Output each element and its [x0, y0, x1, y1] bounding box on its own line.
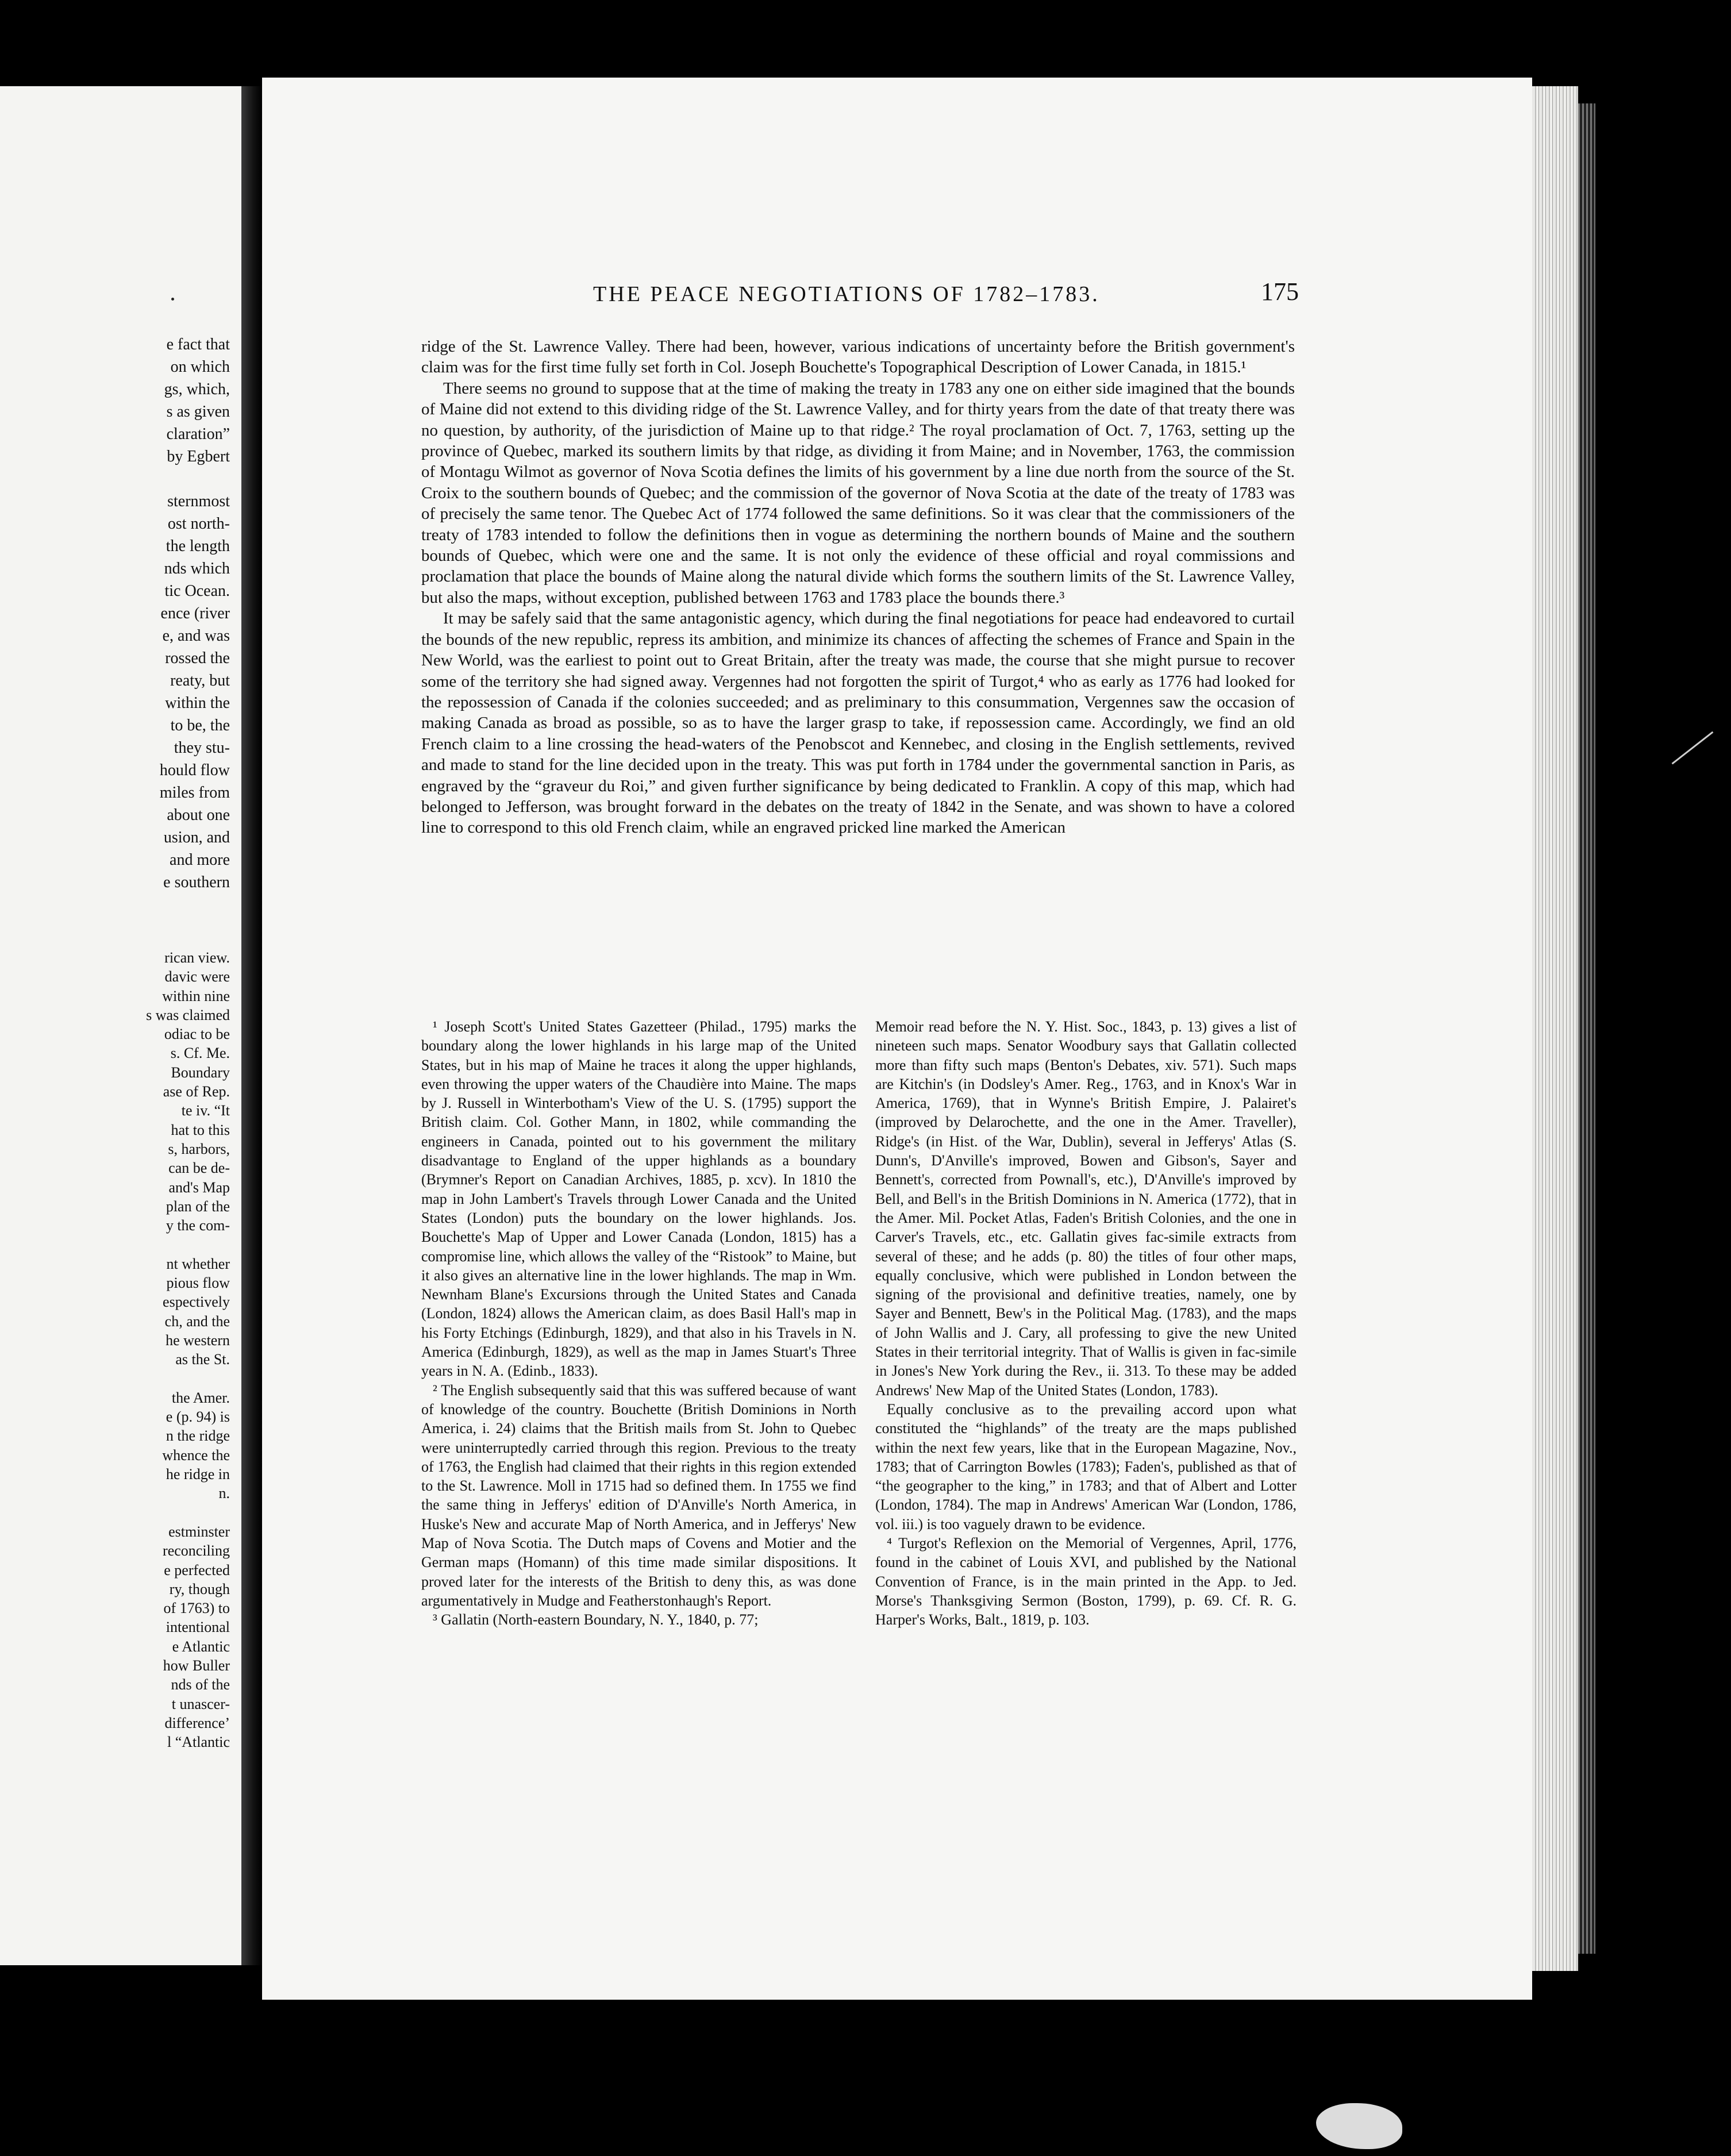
left-page-line: e Atlantic — [172, 1638, 230, 1655]
left-page-line: as the St. — [175, 1351, 230, 1368]
footnotes-right-column — [875, 1017, 1297, 1630]
left-page-line: t unascer- — [171, 1695, 230, 1712]
left-page-line: to be, the — [170, 717, 230, 734]
left-page-text — [160, 333, 230, 894]
left-page-line: whence the — [162, 1446, 230, 1464]
left-page-line: s as given — [166, 403, 230, 421]
left-page-line: he western — [166, 1331, 230, 1349]
left-page-notes — [146, 948, 230, 1751]
footnote: ⁴ Turgot's Reflexion on the Memorial of Vergennes, April, 1776, found in the cabinet of Louis XVI, and published by the National Convention of France, is in the main printed in the App. to Jed. Morse's Thanksgiving Sermon (Boston, 1799), p. 69. Cf. R. G. Harper's Works, Balt., 1819, p. 103. — [875, 1535, 1297, 1628]
footnote: ³ Gallatin (North-eastern Boundary, N. Y., 1840, p. 77; — [433, 1611, 759, 1628]
left-page-line: l “Atlantic — [167, 1734, 230, 1751]
left-page-line: they stu- — [174, 739, 230, 757]
left-page-line: n the ridge — [166, 1427, 230, 1445]
book-gutter — [241, 86, 262, 1965]
left-page-line: e southern — [163, 873, 230, 891]
footnote: Equally conclusive as to the prevailing accord upon what constituted the “highlands” of the treaty are the maps published within the next few years, like that in the European Magazine, Nov., 1783; that of Carrington Bowles (1783); Faden's, published as that of “the geographer to the king,” in 1783; and that of Albert and Lotter (London, 1784). The map in Andrews' American War (London, 1786, vol. iii.) is too vaguely drawn to be evidence. — [875, 1400, 1297, 1533]
left-page-line: s was claimed — [146, 1006, 230, 1023]
left-page-line: rossed the — [165, 649, 230, 667]
left-page-line: reconciling — [163, 1542, 230, 1560]
left-page-line: e (p. 94) is — [166, 1408, 230, 1426]
left-page-line: hat to this — [171, 1121, 230, 1138]
left-page-line: by Egbert — [167, 448, 230, 465]
left-page-line: usion, and — [163, 829, 230, 846]
left-page-line: odiac to be — [164, 1026, 230, 1043]
left-page-line: he ridge in — [166, 1466, 230, 1483]
left-page-line: difference’ — [164, 1714, 230, 1731]
page-edges — [1532, 86, 1578, 1971]
left-page-line: reaty, but — [170, 672, 230, 690]
page-edge-fringe — [1578, 103, 1595, 1954]
left-page-line: Boundary — [171, 1064, 230, 1081]
left-page-line: plan of the — [166, 1198, 230, 1215]
page-speck — [171, 298, 174, 301]
left-page-line: of 1763) to — [163, 1600, 230, 1617]
left-page-line: miles from — [159, 784, 230, 802]
paragraph: There seems no ground to suppose that at the time of making the treaty in 1783 any one on either side imagined that the bounds of Maine did not extend to this dividing ridge of the St. Lawrence Valley, and for thirty years from the date of that treaty there was no question, by authority, of the jurisdiction of Maine up to that ridge.² The royal proclamation of Oct. 7, 1763, setting up the province of Quebec, marked its southern limits by that ridge, as dividing it from Maine; and in November, 1763, the commission of Montagu Wilmot as governor of Nova Scotia defines the limits of his government by a line due north from the source of the St. Croix to the southern bounds of Quebec; and the commission of the governor of Nova Scotia at the date of the treaty of 1783 was of precisely the same tenor. The Quebec Act of 1774 followed the same definitions. So it was clear that the commissioners of the treaty of 1783 intended to follow the definitions then in vogue as determining the northern bounds of Maine and the southern bounds of Quebec, which were one and the same. It is not only the evidence of these official and royal commissions and proclamation that place the bounds of Maine along the natural divide which forms the southern limits of the St. Lawrence Valley, but also the maps, without exception, published between 1763 and 1783 place the bounds there.³ — [421, 379, 1295, 607]
footnotes-left-column — [421, 1017, 856, 1630]
page-number: 175 — [1261, 278, 1299, 306]
left-page-line — [146, 1235, 230, 1254]
left-page-line: te iv. “It — [181, 1102, 230, 1119]
left-page-line: on which — [170, 358, 230, 376]
paper-stain — [1316, 2103, 1402, 2149]
left-page-line: gs, which, — [164, 380, 230, 398]
left-page-line: espectively — [163, 1293, 230, 1311]
left-page-line: pious flow — [166, 1275, 230, 1292]
left-page-line: the length — [166, 537, 230, 555]
left-page-line: tic Ocean. — [164, 582, 230, 600]
paragraph: It may be safely said that the same antagonistic agency, which during the final negotiations for peace had endeavored to curtail the bounds of the new republic, repress its ambition, and minimize its chances of affecting the schemes of France and Spain in the New World, was the earliest to point out to Great Britain, after the treaty was made, the course that she might pursue to recover some of the territory she had signed away. Vergennes had not forgotten the spirit of Turgot,⁴ who as early as 1776 had looked for the repossession of Canada if the colonies succeeded; and as preliminary to this consummation, Vergennes saw the occasion of making Canada as broad as possible, so as to have the larger grasp to take, if repossession came. Accordingly, we find an old French claim to a line crossing the head-waters of the Penobscot and Kennebec, and closing in the English settlements, revived and made to stand for the line decided upon in the treaty. This was put forth in 1784 under the governmental sanction in Paris, as engraved by the “graveur du Roi,” and given further significance by being dedicated to Franklin. A copy of this map, which had belonged to Jefferson, was brought forward in the debates on the treaty of 1842 in the Senate, and was shown to have a colored line to correspond to this old French claim, while an engraved pricked line marked the American — [421, 609, 1295, 837]
left-page-line: e perfected — [164, 1561, 230, 1578]
scratch-mark — [1672, 732, 1714, 765]
left-page-line: within nine — [162, 987, 230, 1004]
paragraph: ridge of the St. Lawrence Valley. There had been, however, various indications of uncertainty before the British government's claim was for the first time fully set forth in Col. Joseph Bouchette's Topographical Description of Lower Canada, in 1815.¹ — [421, 337, 1295, 377]
left-page-line: e, and was — [162, 627, 230, 645]
left-page-line: sternmost — [167, 492, 230, 510]
left-page-line: y the com- — [166, 1217, 230, 1234]
left-page-line: the Amer. — [171, 1389, 230, 1406]
left-page — [0, 86, 241, 1965]
left-page-line: ry, though — [169, 1580, 230, 1597]
left-page-line — [160, 468, 230, 490]
left-page-line: n. — [218, 1485, 230, 1502]
running-head: THE PEACE NEGOTIATIONS OF 1782–1783. — [593, 282, 1100, 306]
left-page-line — [146, 1369, 230, 1388]
left-page-line: claration” — [166, 425, 230, 443]
left-page-line — [146, 1503, 230, 1522]
left-page-line: davic were — [164, 968, 230, 985]
left-page-line: rican view. — [164, 949, 230, 966]
left-page-line: nt whether — [166, 1255, 230, 1272]
left-page-line: can be de- — [168, 1160, 230, 1177]
left-page-line: e fact that — [166, 336, 230, 353]
left-page-line: how Buller — [163, 1657, 230, 1674]
left-page-line: ase of Rep. — [163, 1083, 230, 1100]
left-page-line: intentional — [166, 1619, 230, 1636]
left-page-line: ch, and the — [164, 1312, 230, 1330]
footnote: ¹ Joseph Scott's United States Gazetteer (Philad., 1795) marks the boundary along the lower highlands in his large map of the United States, but in his map of Maine he traces it along the upper highlands, even throwing the upper waters of the Chaudière into Maine. The maps by J. Russell in Winterbotham's View of the U. S. (1795) support the British claim. Col. Gother Mann, in 1802, while commanding the engineers in Canada, pointed out to his government the military disadvantage to England of the upper highlands as a boundary (Brymner's Report on Canadian Archives, 1885, p. xcv). In 1810 the map in John Lambert's Travels through Lower Canada and the United States (London) puts the boundary on the lower highlands. Jos. Bouchette's Map of Upper and Lower Canada (London, 1815) has a compromise line, which allows the valley of the “Ristook” to Maine, but it also gives an alternative line in the lower highlands. The map in Wm. Newnham Blane's Excursions through the United States and Canada (London, 1824) allows the American claim, as does Basil Hall's map in his Forty Etchings (Edinburgh, 1829), and that also in his Travels in N. America (Edinburgh, 1829), as well as the map in James Stuart's Three years in N. A. (Edinb., 1833). — [421, 1018, 856, 1380]
left-page-line: ost north- — [167, 515, 230, 533]
left-page-line: s. Cf. Me. — [170, 1045, 230, 1062]
body-text — [421, 336, 1295, 838]
left-page-line: about one — [167, 806, 230, 824]
left-page-line: nds of the — [171, 1676, 230, 1693]
left-page-line: and more — [170, 851, 230, 869]
left-page-line: s, harbors, — [168, 1140, 230, 1157]
left-page-line: ence (river — [160, 605, 230, 622]
left-page-line: estminster — [168, 1523, 230, 1540]
footnote: Memoir read before the N. Y. Hist. Soc., 1843, p. 13) gives a list of nineteen such maps. Senator Woodbury says that Gallatin collected more than fifty such maps (Benton's Debates, xiv. 571). Such maps are Kitchin's (in Dodsley's Amer. Reg., 1763, and in Knox's War in America, 1769), that in Wynne's British Empire, J. Palairet's (improved by Delarochette, and the one in the Amer. Traveller), Ridge's (in Hist. of the War, Dublin), several in Jefferys' Atlas (S. Dunn's, D'Anville's improved, Bowen and Gibson's, Sayer and Bennett's, corrected from Pownall's, etc.), D'Anville's improved by Bell, and Bell's in the British Dominions in N. America (1772), that in the Amer. Mil. Pocket Atlas, Faden's British Colonies, and the one in Carver's Travels, etc., etc. Gallatin gives fac-simile extracts from several of these; and he adds (p. 80) the titles of four other maps, equally conclusive, which were published in London between the signing of the provisional and definitive treaties, namely, one by Sayer and Bennett, Bew's in the Political Mag. (1783), and the maps of John Wallis and J. Cary, all professing to give the new United States in their territorial integrity. That of Wallis is given in fac-simile in Jones's New York during the Rev., ii. 313. To these may be added Andrews' New Map of the United States (London, 1783). — [875, 1018, 1297, 1399]
left-page-line: nds which — [164, 560, 230, 578]
left-page-line: within the — [165, 694, 230, 712]
footnote: ² The English subsequently said that this was suffered because of want of knowledge of the country. Bouchette (British Dominions in North America, i. 24) claims that the British mails from St. John to Quebec were uninterruptedly carried through this region. Previous to the treaty of 1763, the English had claimed that their rights in this region extended to the St. Lawrence. Moll in 1715 had so defined them. In 1755 we find the same thing in Jefferys' edition of D'Anville's North America, in Huske's New and accurate Map of North America, and in Jefferys' New Map of Nova Scotia. The Dutch maps of Covens and Motier and the German maps (Homann) of this time made similar dispositions. It proved later for the interests of the British to deny this, as was done argumentatively in Mudge and Featherstonhaugh's Report. — [421, 1381, 856, 1609]
left-page-line: hould flow — [159, 761, 230, 779]
left-page-line: and's Map — [168, 1179, 230, 1196]
